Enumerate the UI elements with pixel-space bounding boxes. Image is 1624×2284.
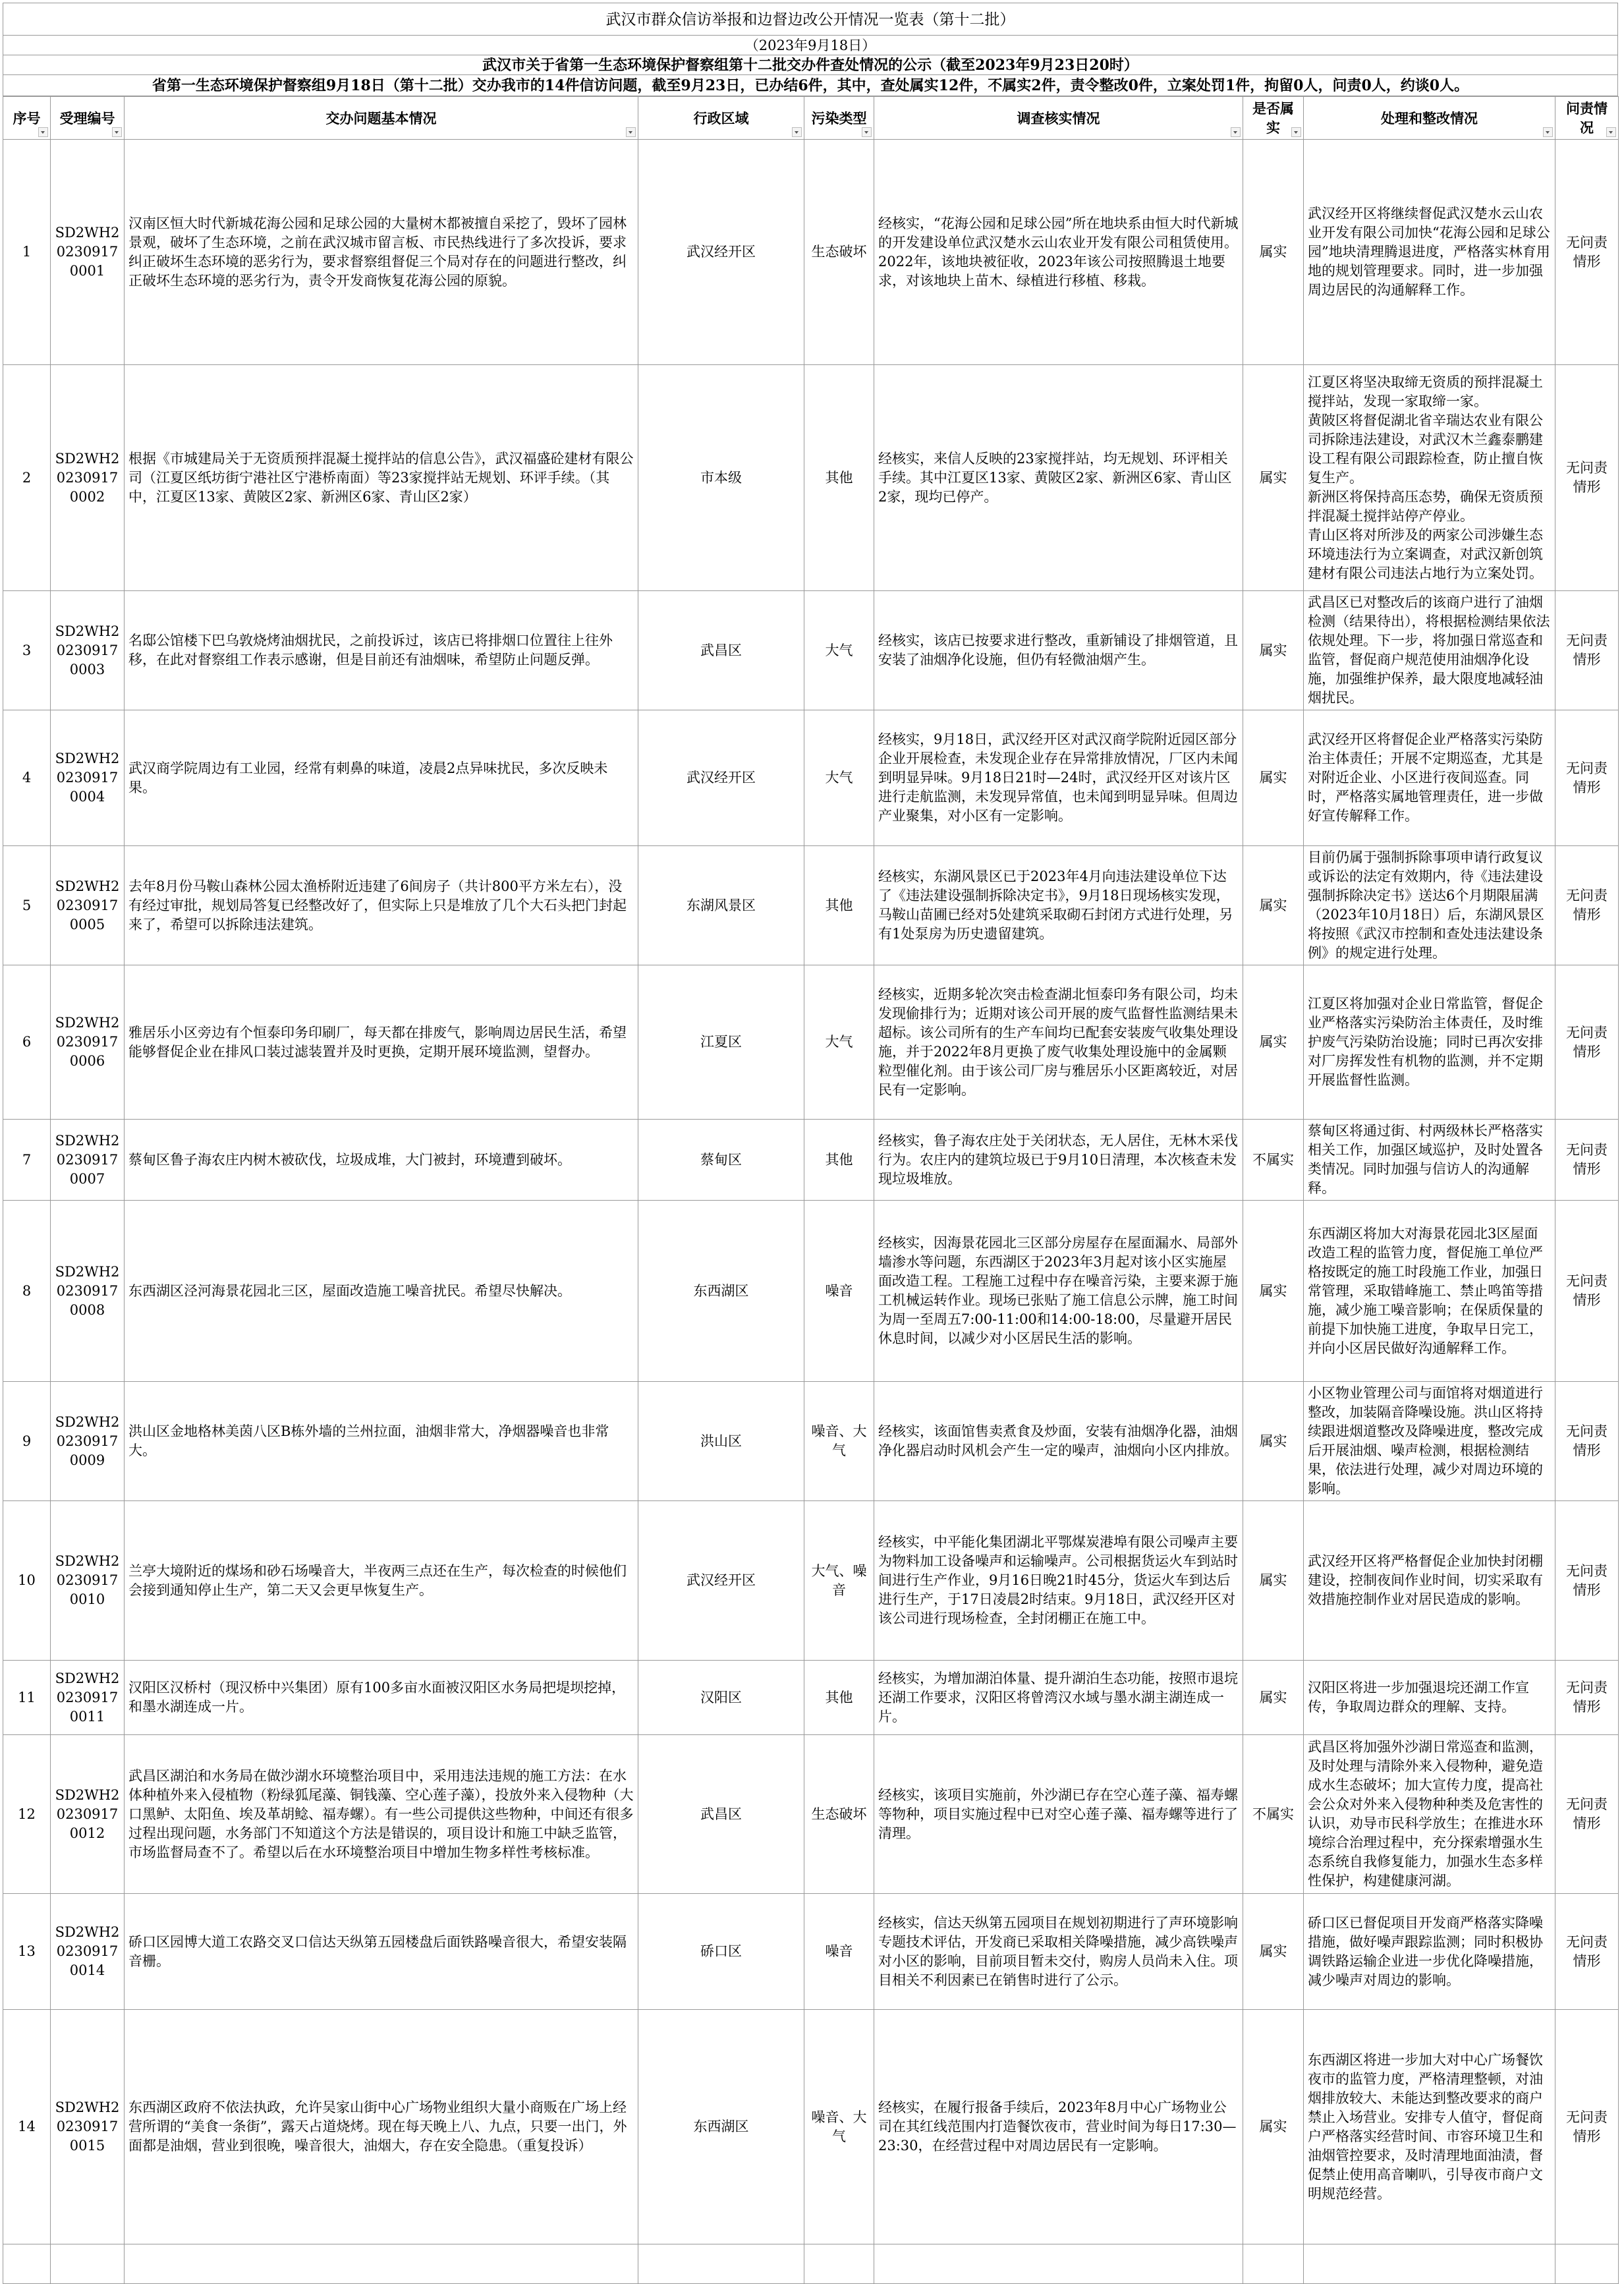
case-id-cell[interactable]: SD2WH202309170009	[51, 1382, 125, 1501]
rectification-measures-cell[interactable]: 武汉经开区将严格督促企业加快封闭棚建设，控制夜间作业时间，切实采取有效措施控制作业对居民造成的影响。	[1304, 1501, 1555, 1661]
accountability-cell[interactable]: 无问责情形	[1555, 1120, 1619, 1201]
row-number-cell[interactable]: 11	[3, 1661, 51, 1735]
issue-description-cell[interactable]: 雅居乐小区旁边有个恒泰印务印刷厂，每天都在排废气，影响周边居民生活，希望能够督促企业在排风口装过滤装置并及时更换，定期开展环境监测，望督办。	[125, 965, 638, 1120]
investigation-result-cell[interactable]: 经核实，因海景花园北三区部分房屋存在屋面漏水、局部外墙渗水等问题，东西湖区于2023年3月起对该小区实施屋面改造工程。工程施工过程中存在噪音污染，主要来源于施工机械运转作业。现场已张贴了施工信息公示牌，施工时间为周一至周五7:00-11:00和14:00-18:00，尽量避开居民休息时间，以减少对小区居民生活的影响。	[874, 1201, 1243, 1382]
document-sheet	[3, 3, 1618, 2284]
verdict-cell[interactable]: 属实	[1243, 140, 1304, 365]
row-number-cell[interactable]: 9	[3, 1382, 51, 1501]
row-number-cell[interactable]: 6	[3, 965, 51, 1120]
col-header-issue[interactable]: 交办问题基本情况	[125, 97, 638, 140]
rectification-measures-cell[interactable]: 东西湖区将进一步加大对中心广场餐饮夜市的监管力度，严格清理整顿，对油烟排放较大、未能达到整改要求的商户禁止入场营业。安排专人值守，督促商户严格落实经营时间、市容环境卫生和油烟管控要求，及时清理地面油渍，督促禁止使用高音喇叭，引导夜市商户文明规范经营。	[1304, 2010, 1555, 2244]
pollution-type-cell[interactable]: 生态破坏	[804, 1735, 874, 1894]
accountability-cell[interactable]: 无问责情形	[1555, 1894, 1619, 2010]
col-header-no[interactable]: 序号	[3, 97, 51, 140]
district-cell[interactable]: 东湖风景区	[638, 846, 804, 965]
verdict-cell[interactable]: 属实	[1243, 1382, 1304, 1501]
verdict-cell[interactable]: 属实	[1243, 365, 1304, 591]
pollution-type-cell[interactable]: 大气	[804, 965, 874, 1120]
pollution-type-cell[interactable]: 噪音	[804, 1201, 874, 1382]
accountability-cell[interactable]: 无问责情形	[1555, 710, 1619, 846]
investigation-result-cell[interactable]: 经核实，来信人反映的23家搅拌站，均无规划、环评相关手续。其中江夏区13家、黄陂区2家、新洲区6家、青山区2家，现均已停产。	[874, 365, 1243, 591]
investigation-result-cell[interactable]: 经核实，近期多轮次突击检查湖北恒泰印务有限公司，均未发现偷排行为；近期对该公司开展的废气监督性监测结果未超标。该公司所有的生产车间均已配套安装废气收集处理设施，并于2022年8月更换了废气收集处理设施中的金属颗粒型催化剂。由于该公司厂房与雅居乐小区距离较近，对居民有一定影响。	[874, 965, 1243, 1120]
rectification-measures-cell[interactable]: 东西湖区将加大对海景花园北3区屋面改造工程的监管力度，督促施工单位严格按既定的施工时段施工作业，加强日常管理，采取错峰施工、禁止鸣笛等措施，减少施工噪音影响；在保质保量的前提下加快施工进度，争取早日完工，并向小区居民做好沟通解释工作。	[1304, 1201, 1555, 1382]
issue-description-cell[interactable]: 汉阳区汉桥村（现汉桥中兴集团）原有100多亩水面被汉阳区水务局把堤坝挖掉，和墨水湖连成一片。	[125, 1661, 638, 1735]
complaints-table	[3, 96, 1619, 2284]
pollution-type-cell[interactable]: 其他	[804, 1661, 874, 1735]
district-cell[interactable]: 江夏区	[638, 965, 804, 1120]
rectification-measures-cell[interactable]: 武昌区将加强外沙湖日常巡查和监测，及时处理与清除外来入侵物种，避免造成水生态破坏；加大宣传力度，提高社会公众对外来入侵物种种类及危害性的认识，劝导市民科学放生；在推进水环境综合治理过程中，充分探索增强水生态系统自我修复能力，加强水生态多样性保护，构建健康河湖。	[1304, 1735, 1555, 1894]
col-header-id[interactable]: 受理编号	[51, 97, 125, 140]
issue-description-cell[interactable]: 东西湖区泾河海景花园北三区，屋面改造施工噪音扰民。希望尽快解决。	[125, 1201, 638, 1382]
district-cell[interactable]: 东西湖区	[638, 1201, 804, 1382]
empty-cell[interactable]	[3, 2244, 51, 2284]
case-id-cell[interactable]: SD2WH202309170008	[51, 1201, 125, 1382]
filter-dropdown-icon[interactable]	[1606, 127, 1616, 137]
filter-dropdown-icon[interactable]	[112, 127, 122, 137]
investigation-result-cell[interactable]: 经核实，信达天纵第五园项目在规划初期进行了声环境影响专题技术评估，开发商已采取相关降噪措施，减少高铁噪声对小区的影响，目前项目暂未交付，购房人员尚未入住。项目相关不利因素已在销售时进行了公示。	[874, 1894, 1243, 2010]
rectification-measures-cell[interactable]: 蔡甸区将通过街、村两级林长严格落实相关工作，加强区域巡护，及时处置各类情况。同时加强与信访人的沟通解释。	[1304, 1120, 1555, 1201]
verdict-cell[interactable]: 属实	[1243, 1201, 1304, 1382]
accountability-cell[interactable]: 无问责情形	[1555, 1382, 1619, 1501]
table-row	[3, 1735, 1619, 1894]
district-cell[interactable]: 汉阳区	[638, 1661, 804, 1735]
district-cell[interactable]: 市本级	[638, 365, 804, 591]
district-cell[interactable]: 武昌区	[638, 1735, 804, 1894]
row-number-cell[interactable]: 7	[3, 1120, 51, 1201]
row-number-cell[interactable]: 14	[3, 2010, 51, 2244]
row-number-cell[interactable]: 13	[3, 1894, 51, 2010]
district-cell[interactable]: 武汉经开区	[638, 710, 804, 846]
col-header-area[interactable]: 行政区域	[638, 97, 804, 140]
table-row	[3, 1894, 1619, 2010]
row-number-cell[interactable]: 8	[3, 1201, 51, 1382]
pollution-type-cell[interactable]: 噪音、大气	[804, 1382, 874, 1501]
investigation-result-cell[interactable]: 经核实，9月18日，武汉经开区对武汉商学院附近园区部分企业开展检查，未发现企业存在异常排放情况，厂区内未闻到明显异味。9月18日21时—24时，武汉经开区对该片区进行走航监测，未发现异常值，也未闻到明显异味。但周边产业聚集，对小区有一定影响。	[874, 710, 1243, 846]
table-row	[3, 1382, 1619, 1501]
col-header-accountability[interactable]: 问责情况	[1555, 97, 1619, 140]
filter-dropdown-icon[interactable]	[1291, 127, 1301, 137]
district-cell[interactable]: 硚口区	[638, 1894, 804, 2010]
rectification-measures-cell[interactable]: 江夏区将坚决取缔无资质的预拌混凝土搅拌站，发现一家取缔一家。 黄陂区将督促湖北省辛瑞达农业有限公司拆除违法建设，对武汉木兰鑫泰鹏建设工程有限公司跟踪检查，防止擅自恢复生产。 新洲区将保持高压态势，确保无资质预拌混凝土搅拌站停产停业。 青山区将对所涉及的两家公司涉嫌生态环境违法行为立案调查，对武汉新创筑建材有限公司违法占地行为立案处罚。	[1304, 365, 1555, 591]
case-id-cell[interactable]: SD2WH202309170012	[51, 1735, 125, 1894]
row-number-cell[interactable]: 1	[3, 140, 51, 365]
table-row	[3, 710, 1619, 846]
district-cell[interactable]: 武昌区	[638, 591, 804, 710]
rectification-measures-cell[interactable]: 武昌区已对整改后的该商户进行了油烟检测（结果待出），将根据检测结果依法依规处理。下一步，将加强日常巡查和监管，督促商户规范使用油烟净化设施，加强维护保养，最大限度地减轻油烟扰民。	[1304, 591, 1555, 710]
case-id-cell[interactable]: SD2WH202309170014	[51, 1894, 125, 2010]
verdict-cell[interactable]: 属实	[1243, 710, 1304, 846]
table-body	[3, 140, 1619, 2284]
empty-row	[3, 2244, 1619, 2284]
issue-description-cell[interactable]: 兰亭大境附近的煤场和砂石场噪音大，半夜两三点还在生产，每次检查的时候他们会接到通知停止生产，第二天又会更早恢复生产。	[125, 1501, 638, 1661]
empty-cell[interactable]	[1555, 2244, 1619, 2284]
verdict-cell[interactable]: 属实	[1243, 1894, 1304, 2010]
district-cell[interactable]: 东西湖区	[638, 2010, 804, 2244]
issue-description-cell[interactable]: 蔡甸区鲁子海农庄内树木被砍伐，垃圾成堆，大门被封，环境遭到破坏。	[125, 1120, 638, 1201]
investigation-result-cell[interactable]: 经核实，该项目实施前，外沙湖已存在空心莲子藻、福寿螺等物种，项目实施过程中已对空心莲子藻、福寿螺等进行了清理。	[874, 1735, 1243, 1894]
investigation-result-cell[interactable]: 经核实，在履行报备手续后，2023年8月中心广场物业公司在其红线范围内打造餐饮夜市，营业时间为每日17:30—23:30，在经营过程中对周边居民有一定影响。	[874, 2010, 1243, 2244]
empty-cell[interactable]	[638, 2244, 804, 2284]
rectification-measures-cell[interactable]: 小区物业管理公司与面馆将对烟道进行整改，加装隔音降噪设施。洪山区将持续跟进烟道整改及降噪进度，整改完成后开展油烟、噪声检测，根据检测结果，依法进行处理，减少对周边环境的影响。	[1304, 1382, 1555, 1501]
district-cell[interactable]: 蔡甸区	[638, 1120, 804, 1201]
pollution-type-cell[interactable]: 大气、噪音	[804, 1501, 874, 1661]
filter-dropdown-icon[interactable]	[792, 127, 802, 137]
case-id-cell[interactable]: SD2WH202309170001	[51, 140, 125, 365]
case-id-cell[interactable]: SD2WH202309170007	[51, 1120, 125, 1201]
pollution-type-cell[interactable]: 大气	[804, 591, 874, 710]
row-number-cell[interactable]: 2	[3, 365, 51, 591]
case-id-cell[interactable]: SD2WH202309170011	[51, 1661, 125, 1735]
verdict-cell[interactable]: 属实	[1243, 591, 1304, 710]
filter-dropdown-icon[interactable]	[1231, 127, 1241, 137]
verdict-cell[interactable]: 属实	[1243, 965, 1304, 1120]
row-number-cell[interactable]: 5	[3, 846, 51, 965]
rectification-measures-cell[interactable]: 武汉经开区将督促企业严格落实污染防治主体责任；开展不定期巡查，尤其是对附近企业、小区进行夜间巡查。同时，严格落实属地管理责任，进一步做好宣传解释工作。	[1304, 710, 1555, 846]
verdict-cell[interactable]: 属实	[1243, 846, 1304, 965]
rectification-measures-cell[interactable]: 武汉经开区将继续督促武汉楚水云山农业开发有限公司加快“花海公园和足球公园”地块清理腾退进度，严格落实林育用地的规划管理要求。同时，进一步加强周边居民的沟通解释工作。	[1304, 140, 1555, 365]
investigation-result-cell[interactable]: 经核实，中平能化集团湖北平鄂煤炭港埠有限公司噪声主要为物料加工设备噪声和运输噪声。公司根据货运火车到站时间进行生产作业，9月16日晚21时45分，货运火车到达后进行生产，于17日凌晨2时结束。9月18日，武汉经开区对该公司进行现场检查，全封闭棚正在施工中。	[874, 1501, 1243, 1661]
verdict-cell[interactable]: 不属实	[1243, 1120, 1304, 1201]
table-row	[3, 846, 1619, 965]
district-cell[interactable]: 武汉经开区	[638, 1501, 804, 1661]
table-row	[3, 591, 1619, 710]
pollution-type-cell[interactable]: 其他	[804, 365, 874, 591]
row-number-cell[interactable]: 10	[3, 1501, 51, 1661]
table-row	[3, 1201, 1619, 1382]
rectification-measures-cell[interactable]: 硚口区已督促项目开发商严格落实降噪措施，做好噪声跟踪监测；同时积极协调铁路运输企业进一步优化降噪措施，减少噪声对周边的影响。	[1304, 1894, 1555, 2010]
notice-line: 武汉市关于省第一生态环境保护督察组第十二批交办件查处情况的公示（截至2023年9月23日20时）	[3, 55, 1618, 75]
pollution-type-cell[interactable]: 大气	[804, 710, 874, 846]
col-header-type[interactable]: 污染类型	[804, 97, 874, 140]
issue-description-cell[interactable]: 硚口区园博大道工农路交叉口信达天纵第五园楼盘后面铁路噪音很大，希望安装隔音栅。	[125, 1894, 638, 2010]
empty-cell[interactable]	[804, 2244, 874, 2284]
investigation-result-cell[interactable]: 经核实，东湖风景区已于2023年4月向违法建设单位下达了《违法建设强制拆除决定书》，9月18日现场核实发现，马鞍山苗圃已经对5处建筑采取砌石封闭方式进行处理，另有1处泵房为历史遗留建筑。	[874, 846, 1243, 965]
issue-description-cell[interactable]: 洪山区金地格林美茵八区B栋外墙的兰州拉面，油烟非常大，净烟器噪音也非常大。	[125, 1382, 638, 1501]
row-number-cell[interactable]: 12	[3, 1735, 51, 1894]
accountability-cell[interactable]: 无问责情形	[1555, 846, 1619, 965]
filter-dropdown-icon[interactable]	[626, 127, 636, 137]
col-header-verdict[interactable]: 是否属实	[1243, 97, 1304, 140]
table-row	[3, 1661, 1619, 1735]
table-row	[3, 1120, 1619, 1201]
empty-cell[interactable]	[1304, 2244, 1555, 2284]
accountability-cell[interactable]: 无问责情形	[1555, 1501, 1619, 1661]
investigation-result-cell[interactable]: 经核实，该店已按要求进行整改，重新铺设了排烟管道，且安装了油烟净化设施，但仍有轻微油烟产生。	[874, 591, 1243, 710]
verdict-cell[interactable]: 属实	[1243, 2010, 1304, 2244]
case-id-cell[interactable]: SD2WH202309170005	[51, 846, 125, 965]
table-row	[3, 965, 1619, 1120]
verdict-cell[interactable]: 属实	[1243, 1661, 1304, 1735]
accountability-cell[interactable]: 无问责情形	[1555, 1201, 1619, 1382]
case-id-cell[interactable]: SD2WH202309170004	[51, 710, 125, 846]
table-row	[3, 1501, 1619, 1661]
accountability-cell[interactable]: 无问责情形	[1555, 965, 1619, 1120]
investigation-result-cell[interactable]: 经核实，该面馆售卖煮食及炒面，安装有油烟净化器，油烟净化器启动时风机会产生一定的噪声，油烟向小区内排放。	[874, 1382, 1243, 1501]
row-number-cell[interactable]: 3	[3, 591, 51, 710]
empty-cell[interactable]	[1243, 2244, 1304, 2284]
issue-description-cell[interactable]: 去年8月份马鞍山森林公园太渔桥附近违建了6间房子（共计800平方米左右），没有经过审批，规划局答复已经整改好了，但实际上只是堆放了几个大石头把门封起来了，希望可以拆除违法建筑。	[125, 846, 638, 965]
col-header-rectification[interactable]: 处理和整改情况	[1304, 97, 1555, 140]
case-id-cell[interactable]: SD2WH202309170003	[51, 591, 125, 710]
issue-description-cell[interactable]: 东西湖区政府不依法执政，允许吴家山街中心广场物业组织大量小商贩在广场上经营所谓的“美食一条街”，露天占道烧烤。现在每天晚上八、九点，只要一出门，外面都是油烟，营业到很晚，噪音很大，油烟大，存在安全隐患。（重复投诉）	[125, 2010, 638, 2244]
rectification-measures-cell[interactable]: 目前仍属于强制拆除事项申请行政复议或诉讼的法定有效期内，待《违法建设强制拆除决定书》送达6个月期限届满（2023年10月18日）后，东湖风景区将按照《武汉市控制和查处违法建设条例》的规定进行处理。	[1304, 846, 1555, 965]
sheet-title: 武汉市群众信访举报和边督边改公开情况一览表（第十二批）	[3, 3, 1618, 36]
pollution-type-cell[interactable]: 其他	[804, 846, 874, 965]
pollution-type-cell[interactable]: 其他	[804, 1120, 874, 1201]
verdict-cell[interactable]: 属实	[1243, 1501, 1304, 1661]
issue-description-cell[interactable]: 武汉商学院周边有工业园，经常有刺鼻的味道，凌晨2点异味扰民，多次反映未果。	[125, 710, 638, 846]
issue-description-cell[interactable]: 根据《市城建局关于无资质预拌混凝土搅拌站的信息公告》，武汉福盛砼建材有限公司（江夏区纸坊街宁港社区宁港桥南面）等23家搅拌站无规划、环评手续。（其中，江夏区13家、黄陂区2家、新洲区6家、青山区2家）	[125, 365, 638, 591]
table-row	[3, 140, 1619, 365]
summary-line: 省第一生态环境保护督察组9月18日（第十二批）交办我市的14件信访问题，截至9月23日，已办结6件，其中，查处属实12件，不属实2件，责令整改0件，立案处罚1件，拘留0人，问责0人，约谈0人。	[3, 75, 1618, 96]
table-row	[3, 2010, 1619, 2244]
investigation-result-cell[interactable]: 经核实，为增加湖泊体量、提升湖泊生态功能，按照市退垸还湖工作要求，汉阳区将曾湾汉水域与墨水湖主湖连成一片。	[874, 1661, 1243, 1735]
rectification-measures-cell[interactable]: 江夏区将加强对企业日常监管，督促企业严格落实污染防治主体责任，及时维护废气污染防治设施；同时已再次安排对厂房挥发性有机物的监测，并不定期开展监督性监测。	[1304, 965, 1555, 1120]
verdict-cell[interactable]: 不属实	[1243, 1735, 1304, 1894]
case-id-cell[interactable]: SD2WH202309170006	[51, 965, 125, 1120]
empty-cell[interactable]	[51, 2244, 125, 2284]
issue-description-cell[interactable]: 名邸公馆楼下巴乌敦烧烤油烟扰民，之前投诉过，该店已将排烟口位置往上往外移，在此对督察组工作表示感谢，但是目前还有油烟味，希望防止问题反弹。	[125, 591, 638, 710]
accountability-cell[interactable]: 无问责情形	[1555, 2010, 1619, 2244]
accountability-cell[interactable]: 无问责情形	[1555, 1735, 1619, 1894]
accountability-cell[interactable]: 无问责情形	[1555, 140, 1619, 365]
table-row	[3, 365, 1619, 591]
accountability-cell[interactable]: 无问责情形	[1555, 1661, 1619, 1735]
rectification-measures-cell[interactable]: 汉阳区将进一步加强退垸还湖工作宣传，争取周边群众的理解、支持。	[1304, 1661, 1555, 1735]
pollution-type-cell[interactable]: 噪音	[804, 1894, 874, 2010]
investigation-result-cell[interactable]: 经核实，“花海公园和足球公园”所在地块系由恒大时代新城的开发建设单位武汉楚水云山农业开发有限公司租赁使用。2022年，该地块被征收，2023年该公司按照腾退土地要求，对该地块上苗木、绿植进行移植、移栽。	[874, 140, 1243, 365]
case-id-cell[interactable]: SD2WH202309170002	[51, 365, 125, 591]
row-number-cell[interactable]: 4	[3, 710, 51, 846]
issue-description-cell[interactable]: 武昌区湖泊和水务局在做沙湖水环境整治项目中，采用违法违规的施工方法：在水体种植外来入侵植物（粉绿狐尾藻、铜钱藻、空心莲子藻），投放外来入侵物种（大口黑鲈、太阳鱼、埃及革胡鲶、福寿螺）。有一些公司提供这些物种，中间还有很多过程出现问题，水务部门不知道这个方法是错误的，项目设计和施工中缺乏监管，市场监督局查不了。希望以后在水环境整治项目中增加生物多样性考核标准。	[125, 1735, 638, 1894]
pollution-type-cell[interactable]: 噪音、大气	[804, 2010, 874, 2244]
issue-description-cell[interactable]: 汉南区恒大时代新城花海公园和足球公园的大量树木都被擅自采挖了，毁坏了园林景观，破坏了生态环境，之前在武汉城市留言板、市民热线进行了多次投诉，要求纠正破坏生态环境的恶劣行为，要求督察组督促三个局对存在的问题进行整改，纠正破坏生态环境的恶劣行为，责令开发商恢复花海公园的原貌。	[125, 140, 638, 365]
district-cell[interactable]: 武汉经开区	[638, 140, 804, 365]
empty-cell[interactable]	[874, 2244, 1243, 2284]
accountability-cell[interactable]: 无问责情形	[1555, 365, 1619, 591]
case-id-cell[interactable]: SD2WH202309170015	[51, 2010, 125, 2244]
case-id-cell[interactable]: SD2WH202309170010	[51, 1501, 125, 1661]
investigation-result-cell[interactable]: 经核实，鲁子海农庄处于关闭状态，无人居住，无林木采伐行为。农庄内的建筑垃圾已于9月10日清理，本次核查未发现垃圾堆放。	[874, 1120, 1243, 1201]
filter-dropdown-icon[interactable]	[1543, 127, 1553, 137]
accountability-cell[interactable]: 无问责情形	[1555, 591, 1619, 710]
district-cell[interactable]: 洪山区	[638, 1382, 804, 1501]
empty-cell[interactable]	[125, 2244, 638, 2284]
col-header-investigation[interactable]: 调查核实情况	[874, 97, 1243, 140]
pollution-type-cell[interactable]: 生态破坏	[804, 140, 874, 365]
filter-dropdown-icon[interactable]	[38, 127, 48, 137]
sheet-date: （2023年9月18日）	[3, 36, 1618, 55]
table-header-row	[3, 97, 1619, 140]
filter-dropdown-icon[interactable]	[862, 127, 872, 137]
